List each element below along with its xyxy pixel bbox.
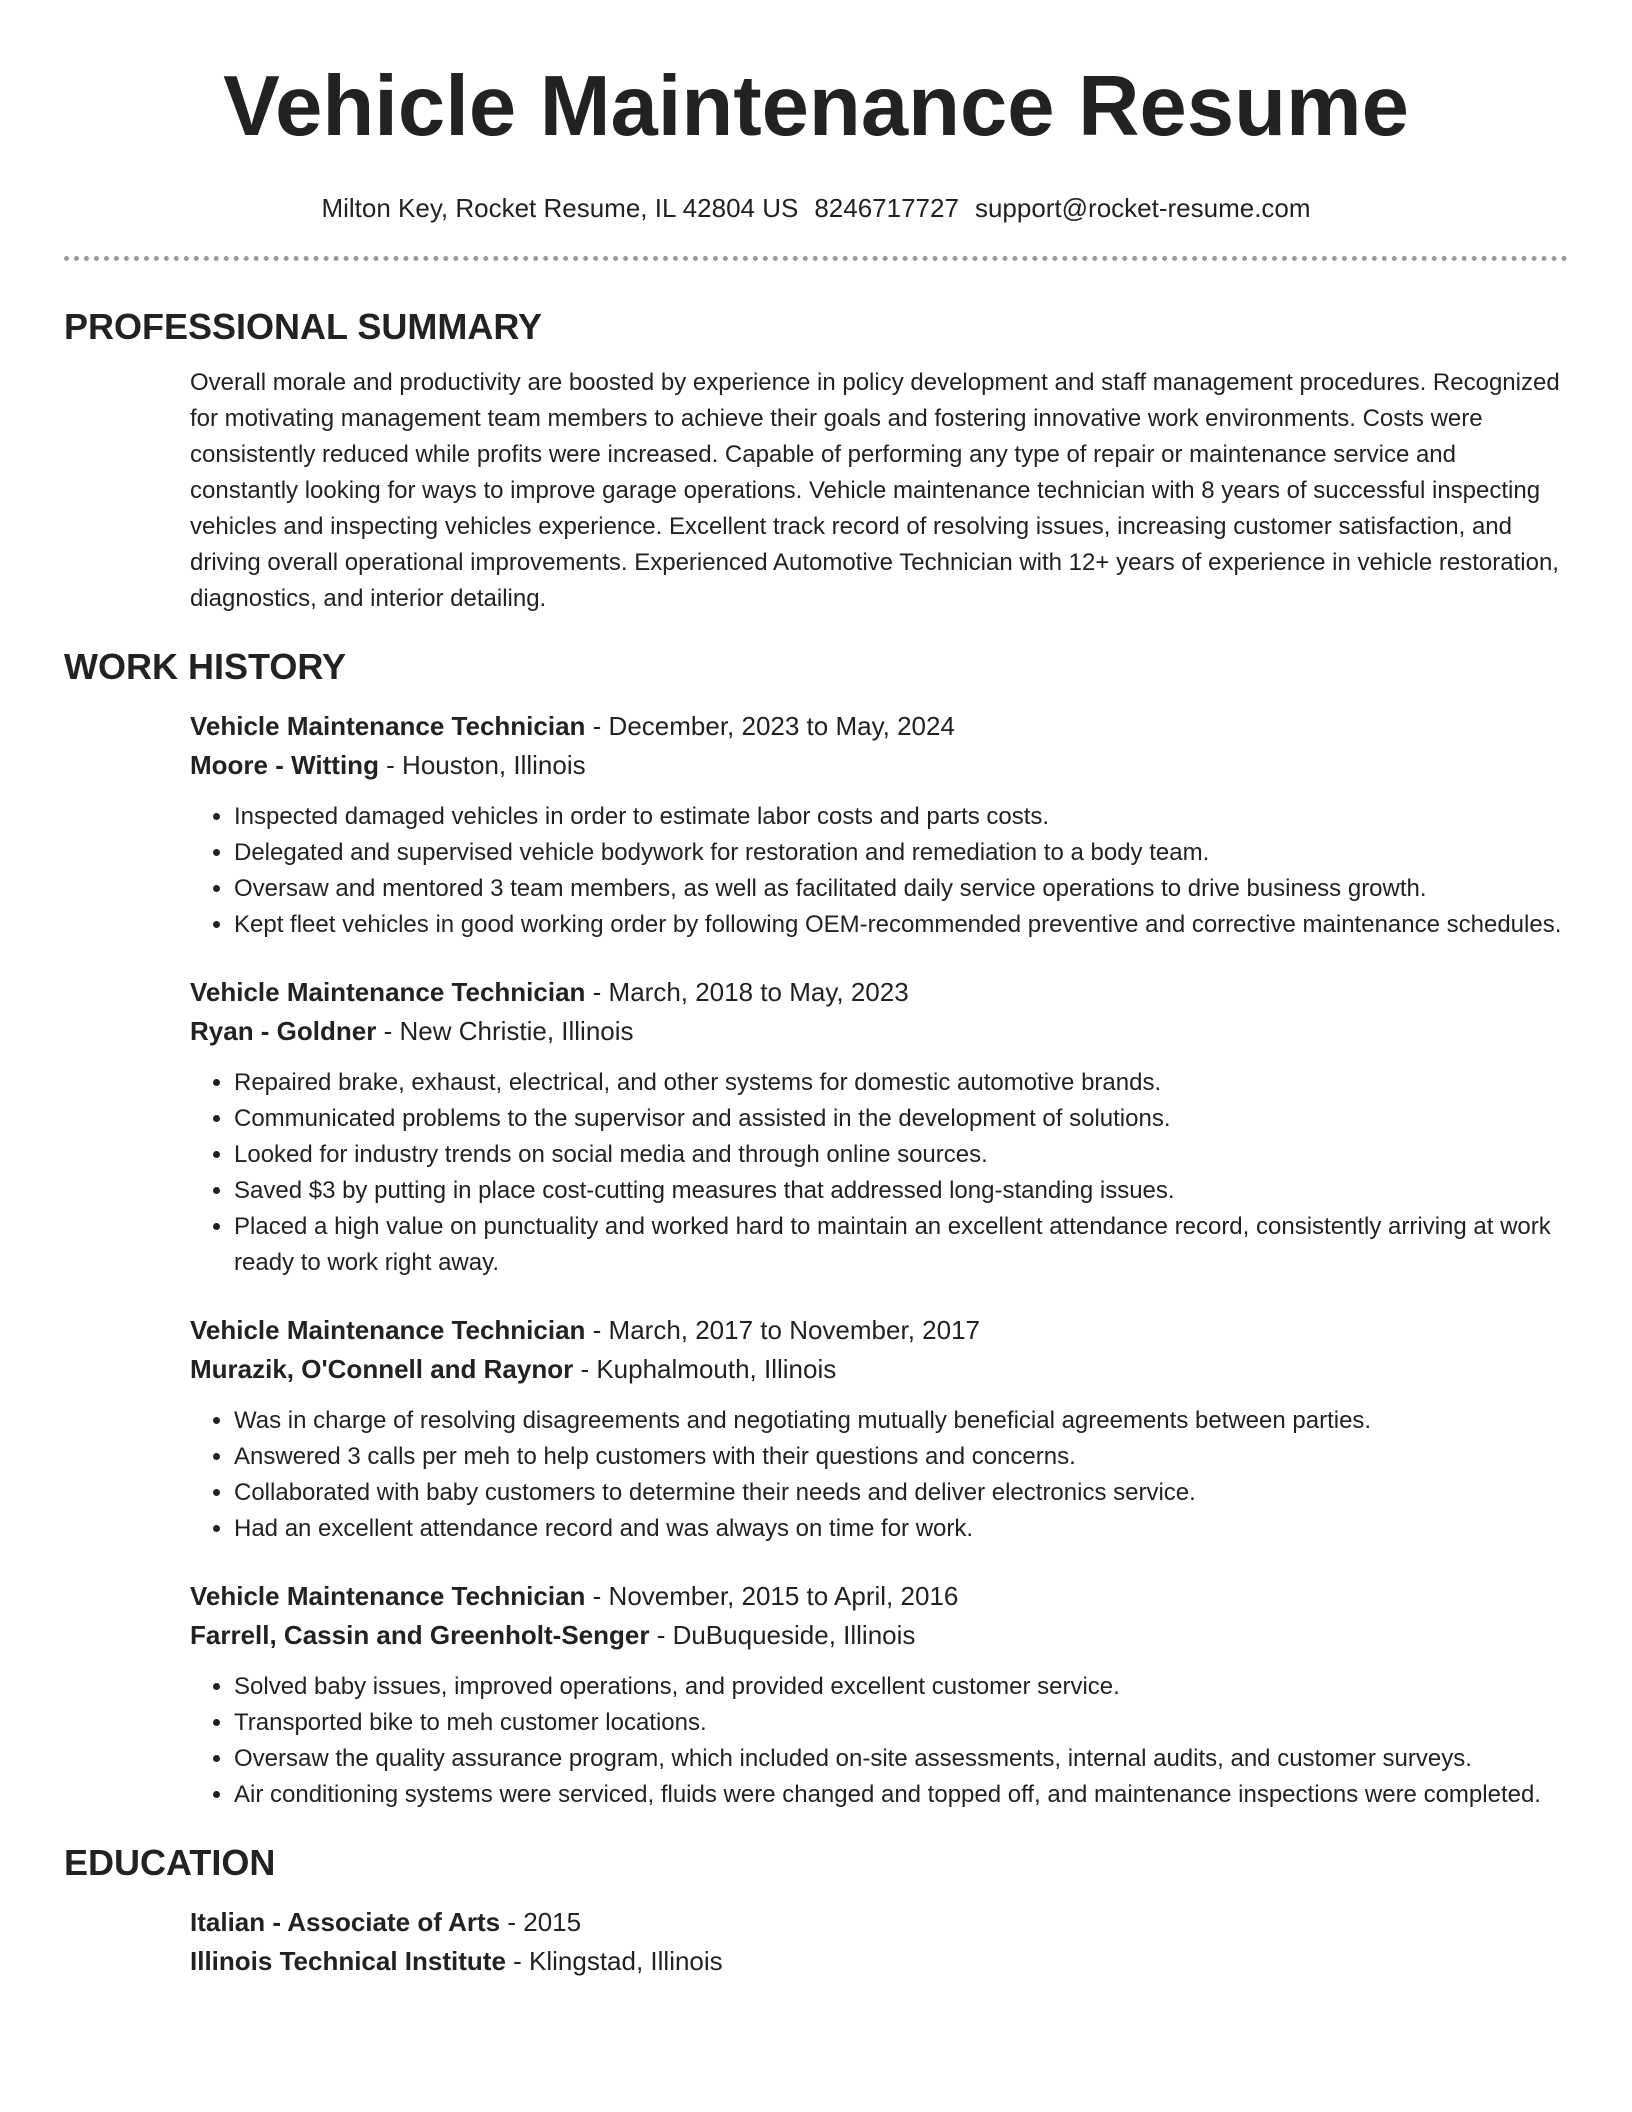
job-company: Ryan - Goldner: [190, 1016, 377, 1046]
job-company: Moore - Witting: [190, 750, 379, 780]
job-dates: - November, 2015 to April, 2016: [585, 1581, 959, 1611]
job-bullets: [190, 1065, 1568, 1281]
education-location: - Klingstad, Illinois: [505, 1946, 723, 1976]
list-item: • Answered 3 calls per meh to help customers with their questions and concerns.: [234, 1439, 1568, 1475]
job-entry: [190, 1311, 1568, 1547]
education-school: Illinois Technical Institute: [190, 1946, 506, 1976]
job-bullets: [190, 799, 1568, 943]
education-degree: Italian - Associate of Arts: [190, 1907, 501, 1937]
list-item: • Saved $3 by putting in place cost-cutting measures that addressed long-standing issues.: [234, 1173, 1568, 1209]
education-degree-line: [190, 1903, 1568, 1942]
job-company-line: [190, 1616, 1568, 1655]
education-year: - 2015: [500, 1907, 582, 1937]
summary-text: Overall morale and productivity are boosted by experience in policy development and staff management procedures. Recognized for motivating management team members to achieve their goals and fostering innovative work environments. Costs were consistently reduced while profits were increased. Capable of performing any type of repair or maintenance service and constantly looking for ways to improve garage operations. Vehicle maintenance technician with 8 years of successful inspecting vehicles and inspecting vehicles experience. Excellent track record of resolving issues, increasing customer satisfaction, and driving overall operational improvements. Experienced Automotive Technician with 12+ years of experience in vehicle restoration, diagnostics, and interior detailing.: [190, 369, 1560, 612]
job-bullets: [190, 1669, 1568, 1813]
contact-address: Milton Key, Rocket Resume, IL 42804 US: [321, 193, 799, 223]
summary-section: [64, 303, 1568, 617]
list-item: • Repaired brake, exhaust, electrical, and other systems for domestic automotive brands.: [234, 1065, 1568, 1101]
contact-line: [64, 188, 1568, 228]
job-title: Vehicle Maintenance Technician: [190, 1581, 586, 1611]
list-item: • Was in charge of resolving disagreements and negotiating mutually beneficial agreements between parties.: [234, 1403, 1568, 1439]
job-entry: [190, 707, 1568, 943]
job-title-line: [190, 1577, 1568, 1616]
job-title-line: [190, 1311, 1568, 1350]
job-company-line: [190, 1012, 1568, 1051]
list-item: • Transported bike to meh customer locations.: [234, 1705, 1568, 1741]
education-entry: [190, 1903, 1568, 1981]
education-section: [64, 1839, 1568, 1981]
education-school-line: [190, 1942, 1568, 1981]
job-bullets: [190, 1403, 1568, 1547]
job-location: - Houston, Illinois: [378, 750, 586, 780]
job-title: Vehicle Maintenance Technician: [190, 1315, 586, 1345]
job-title: Vehicle Maintenance Technician: [190, 977, 586, 1007]
list-item: • Had an excellent attendance record and was always on time for work.: [234, 1511, 1568, 1547]
job-location: - DuBuqueside, Illinois: [649, 1620, 916, 1650]
job-company-line: [190, 746, 1568, 785]
job-title-line: [190, 707, 1568, 746]
list-item: • Air conditioning systems were serviced, fluids were changed and topped off, and maintenance inspections were completed.: [234, 1777, 1568, 1813]
job-dates: - March, 2017 to November, 2017: [585, 1315, 980, 1345]
education-heading: EDUCATION: [64, 1842, 276, 1883]
list-item: • Inspected damaged vehicles in order to estimate labor costs and parts costs.: [234, 799, 1568, 835]
job-company: Farrell, Cassin and Greenholt-Senger: [190, 1620, 650, 1650]
list-item: • Placed a high value on punctuality and worked hard to maintain an excellent attendance record, consistently arriving at work ready to work right away.: [234, 1209, 1568, 1281]
contact-phone: 8246717727: [814, 193, 959, 223]
list-item: • Delegated and supervised vehicle bodywork for restoration and remediation to a body team.: [234, 835, 1568, 871]
resume-title: Vehicle Maintenance Resume: [223, 59, 1409, 154]
job-company-line: [190, 1350, 1568, 1389]
job-title-line: [190, 973, 1568, 1012]
job-location: - New Christie, Illinois: [376, 1016, 634, 1046]
job-title: Vehicle Maintenance Technician: [190, 711, 586, 741]
job-entry: [190, 973, 1568, 1281]
job-entry: [190, 1577, 1568, 1813]
work-section: [64, 643, 1568, 1813]
list-item: • Collaborated with baby customers to determine their needs and deliver electronics service.: [234, 1475, 1568, 1511]
contact-email: support@rocket-resume.com: [974, 193, 1311, 223]
list-item: • Oversaw the quality assurance program, which included on-site assessments, internal audits, and customer surveys.: [234, 1741, 1568, 1777]
job-company: Murazik, O'Connell and Raynor: [190, 1354, 574, 1384]
header-divider: [64, 256, 1568, 261]
list-item: • Oversaw and mentored 3 team members, as well as facilitated daily service operations to drive business growth.: [234, 871, 1568, 907]
list-item: • Communicated problems to the supervisor and assisted in the development of solutions.: [234, 1101, 1568, 1137]
list-item: • Kept fleet vehicles in good working order by following OEM-recommended preventive and corrective maintenance schedules.: [234, 907, 1568, 943]
job-dates: - December, 2023 to May, 2024: [585, 711, 955, 741]
resume-page: [64, 0, 1568, 1981]
summary-heading: PROFESSIONAL SUMMARY: [64, 306, 543, 347]
list-item: • Looked for industry trends on social media and through online sources.: [234, 1137, 1568, 1173]
list-item: • Solved baby issues, improved operations, and provided excellent customer service.: [234, 1669, 1568, 1705]
work-heading: WORK HISTORY: [64, 646, 347, 687]
job-location: - Kuphalmouth, Illinois: [573, 1354, 837, 1384]
job-dates: - March, 2018 to May, 2023: [585, 977, 909, 1007]
